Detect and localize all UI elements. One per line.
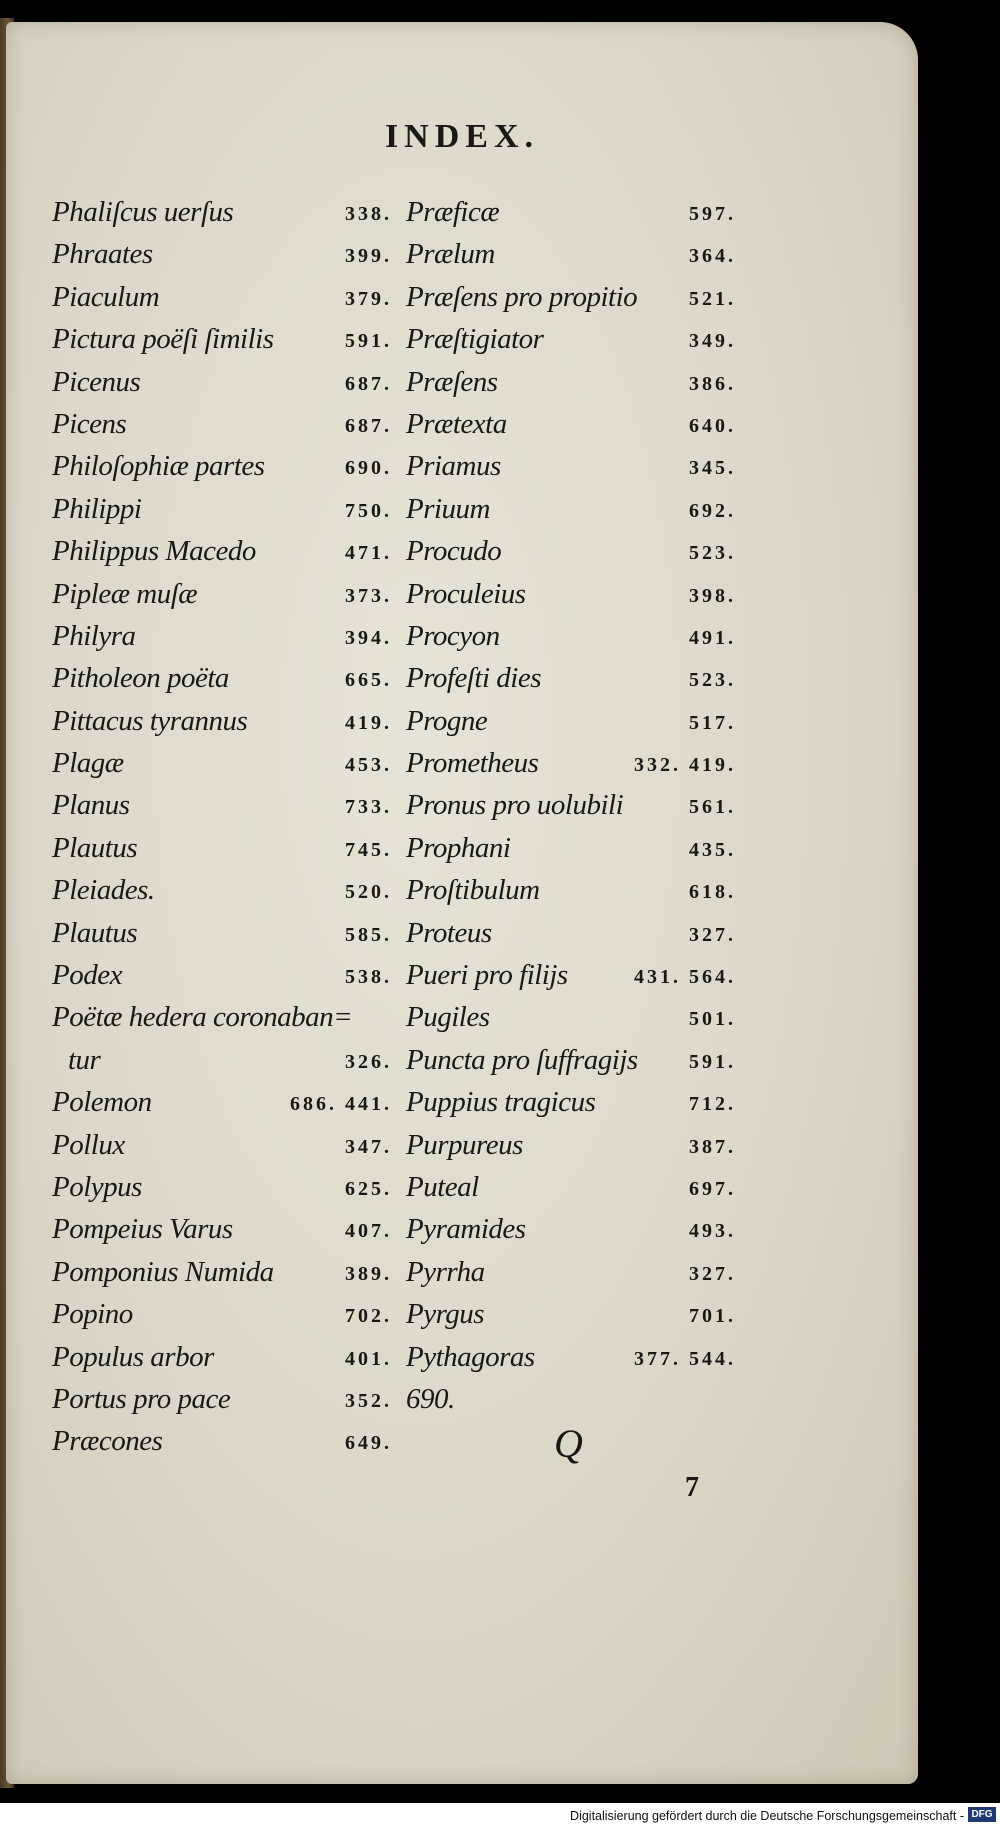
dfg-logo: DFG — [968, 1807, 996, 1822]
page-reference: 435. — [689, 838, 736, 861]
index-term: Picens — [52, 407, 127, 440]
page-reference: 501. — [689, 1008, 736, 1031]
page-reference: 591. — [345, 330, 392, 353]
index-term: Proculeius — [406, 577, 526, 610]
index-term: Purpureus — [406, 1128, 523, 1161]
index-entry — [406, 616, 736, 658]
index-entry — [406, 1294, 736, 1336]
page-reference: 591. — [689, 1050, 736, 1073]
index-entry — [406, 489, 736, 531]
index-entry — [406, 701, 736, 743]
page-reference: 345. — [689, 457, 736, 480]
index-term: Pomponius Numida — [52, 1255, 274, 1288]
index-term: Podex — [52, 959, 122, 992]
index-entry — [406, 913, 736, 955]
page-reference: 389. — [345, 1262, 392, 1285]
index-entry — [52, 1125, 392, 1167]
index-entry — [52, 997, 392, 1039]
page-reference: 386. — [689, 372, 736, 395]
index-entry — [406, 1125, 736, 1167]
index-term: Populus arbor — [52, 1340, 214, 1373]
index-term: Pyramides — [406, 1213, 526, 1246]
page-reference: 364. — [689, 245, 736, 268]
index-entry — [406, 828, 736, 870]
index-entry — [406, 574, 736, 616]
page-reference: 517. — [689, 711, 736, 734]
index-term: Pipleæ muſæ — [52, 577, 198, 610]
index-term: Priamus — [406, 450, 501, 483]
index-term: Picenus — [52, 365, 141, 398]
page-reference: 702. — [345, 1305, 392, 1328]
index-term: Procyon — [406, 619, 500, 652]
index-entry — [52, 828, 392, 870]
page-reference: 493. — [689, 1220, 736, 1243]
index-entry — [52, 955, 392, 997]
index-entry — [406, 1209, 736, 1251]
index-entry — [52, 1040, 392, 1082]
index-column-left — [52, 192, 392, 1464]
index-entry — [52, 1082, 392, 1124]
index-term: Poëtæ hedera coronaban= — [52, 1001, 353, 1034]
page-reference: 686. 441. — [290, 1093, 392, 1116]
index-entry — [406, 785, 736, 827]
page-reference: 701. — [689, 1305, 736, 1328]
index-term: Pictura poëſi ſimilis — [52, 323, 274, 356]
funding-bar — [0, 1803, 1000, 1825]
page-reference: 697. — [689, 1177, 736, 1200]
index-term: Proteus — [406, 916, 492, 949]
index-entry — [406, 446, 736, 488]
index-entry — [406, 234, 736, 276]
page-reference: 338. — [345, 203, 392, 225]
index-entry — [52, 531, 392, 573]
index-entry — [52, 658, 392, 700]
index-term: Procudo — [406, 535, 502, 568]
index-entry — [406, 870, 736, 912]
book-page — [6, 22, 918, 1784]
index-entry — [406, 1040, 736, 1082]
page-reference: 352. — [345, 1389, 392, 1412]
index-entry — [52, 913, 392, 955]
index-entry — [52, 192, 392, 234]
index-entry — [406, 1337, 736, 1379]
index-term: Phaliſcus uerſus — [52, 196, 234, 228]
page-reference: 745. — [345, 838, 392, 861]
index-entry — [52, 870, 392, 912]
page-reference: 618. — [689, 881, 736, 904]
index-term: Pyrrha — [406, 1255, 485, 1288]
index-entry — [52, 1337, 392, 1379]
index-term: Præſens — [406, 365, 498, 398]
page-reference: 401. — [345, 1347, 392, 1370]
index-term: Planus — [52, 789, 130, 822]
page-title: INDEX. — [384, 118, 540, 155]
index-entry — [52, 701, 392, 743]
page-reference: 538. — [345, 966, 392, 989]
index-entry — [406, 1167, 736, 1209]
index-entry — [52, 616, 392, 658]
page-reference: 471. — [345, 542, 392, 565]
index-term: Polemon — [52, 1086, 152, 1119]
index-entry — [52, 319, 392, 361]
page-reference: 327. — [689, 923, 736, 946]
index-term: Progne — [406, 704, 488, 737]
index-term: Pyrgus — [406, 1298, 485, 1331]
index-entry — [52, 785, 392, 827]
index-entry — [406, 192, 736, 234]
index-entry — [52, 1209, 392, 1251]
page-reference: 665. — [345, 669, 392, 692]
index-entry — [52, 1252, 392, 1294]
index-entry — [52, 574, 392, 616]
index-entry — [52, 362, 392, 404]
page-reference: 326. — [345, 1050, 392, 1073]
index-term: Pittacus tyrannus — [52, 704, 248, 737]
signature-mark: 7 — [685, 1472, 699, 1503]
index-entry — [406, 531, 736, 573]
index-entry — [406, 743, 736, 785]
index-term: Plautus — [52, 916, 138, 949]
index-entry — [52, 1421, 392, 1463]
index-term: Pugiles — [406, 1001, 490, 1034]
index-entry — [406, 1252, 736, 1294]
page-reference: 523. — [689, 669, 736, 692]
index-term: Præficæ — [406, 196, 500, 228]
index-entry — [406, 362, 736, 404]
index-entry — [52, 489, 392, 531]
index-entry — [406, 1082, 736, 1124]
index-entry — [406, 404, 736, 446]
page-reference: 523. — [689, 542, 736, 565]
index-entry — [406, 319, 736, 361]
index-entry — [52, 234, 392, 276]
page-reference: 373. — [345, 584, 392, 607]
index-term: tur — [68, 1043, 101, 1076]
page-reference: 687. — [345, 372, 392, 395]
page-reference: 387. — [689, 1135, 736, 1158]
index-entry — [406, 955, 736, 997]
page-reference: 640. — [689, 414, 736, 437]
index-term: Plagæ — [52, 747, 124, 780]
index-entry — [52, 446, 392, 488]
index-term: Philoſophiæ partes — [52, 450, 265, 483]
page-reference: 327. — [689, 1262, 736, 1285]
index-term: Philyra — [52, 619, 136, 652]
page-reference: 332. 419. — [634, 754, 736, 777]
page-reference: 712. — [689, 1093, 736, 1116]
index-term: Plautus — [52, 831, 138, 864]
page-reference: 521. — [689, 287, 736, 310]
index-entry — [52, 1167, 392, 1209]
page-reference: 690. — [345, 457, 392, 480]
index-entry — [52, 1294, 392, 1336]
index-term: Prælum — [406, 238, 495, 271]
index-entry — [52, 1379, 392, 1421]
index-term: Portus pro pace — [52, 1382, 231, 1415]
page-reference: 347. — [345, 1135, 392, 1158]
index-term: Pompeius Varus — [52, 1213, 233, 1246]
index-entry — [406, 277, 736, 319]
page-reference: 398. — [689, 584, 736, 607]
page-reference: 561. — [689, 796, 736, 819]
index-term: 690. — [406, 1382, 455, 1415]
funding-note: Digitalisierung gefördert durch die Deutsche Forschungsgemeinschaft - — [570, 1809, 964, 1823]
index-term: Prætexta — [406, 407, 507, 440]
index-term: Phraates — [52, 238, 153, 271]
index-term: Puteal — [406, 1170, 479, 1203]
index-term: Prometheus — [406, 747, 539, 780]
page-reference: 733. — [345, 796, 392, 819]
page-reference: 520. — [345, 881, 392, 904]
index-term: Profeſti dies — [406, 662, 541, 695]
page-reference: 419. — [345, 711, 392, 734]
index-term: Pueri pro filijs — [406, 959, 568, 992]
index-entry — [52, 404, 392, 446]
index-term: Pollux — [52, 1128, 125, 1161]
index-entry — [406, 997, 736, 1039]
index-entry — [52, 277, 392, 319]
page-reference: 692. — [689, 499, 736, 522]
index-term: Præcones — [52, 1425, 163, 1458]
index-term: Philippus Macedo — [52, 535, 256, 568]
catchword: Q — [554, 1421, 583, 1466]
index-term: Prophani — [406, 831, 511, 864]
page-reference: 597. — [689, 203, 736, 225]
index-term: Puppius tragicus — [406, 1086, 596, 1119]
page-reference: 407. — [345, 1220, 392, 1243]
index-term: Puncta pro ſuffragijs — [406, 1043, 638, 1076]
page-reference: 625. — [345, 1177, 392, 1200]
index-term: Philippi — [52, 492, 142, 525]
page-reference: 687. — [345, 414, 392, 437]
index-term: Pythagoras — [406, 1340, 535, 1373]
index-term: Polypus — [52, 1170, 142, 1203]
index-term: Pitholeon poëta — [52, 662, 229, 695]
index-entry — [52, 743, 392, 785]
page-reference: 394. — [345, 626, 392, 649]
index-term: Præſtigiator — [406, 323, 544, 356]
index-term: Piaculum — [52, 280, 160, 313]
index-term: Popino — [52, 1298, 133, 1331]
page-reference: 585. — [345, 923, 392, 946]
page-reference: 453. — [345, 754, 392, 777]
index-column-right — [406, 192, 736, 1421]
page-reference: 399. — [345, 245, 392, 268]
index-entry — [406, 658, 736, 700]
index-term: Præſens pro propitio — [406, 280, 638, 313]
index-term: Priuum — [406, 492, 490, 525]
page-reference: 349. — [689, 330, 736, 353]
page-reference: 491. — [689, 626, 736, 649]
page-reference: 379. — [345, 287, 392, 310]
index-term: Proſtibulum — [406, 874, 540, 907]
page-reference: 431. 564. — [634, 966, 736, 989]
index-entry — [406, 1379, 736, 1421]
index-term: Pleiades. — [52, 874, 155, 907]
index-term: Pronus pro uolubili — [406, 789, 624, 822]
page-reference: 377. 544. — [634, 1347, 736, 1370]
page-reference: 750. — [345, 499, 392, 522]
page-reference: 649. — [345, 1432, 392, 1455]
